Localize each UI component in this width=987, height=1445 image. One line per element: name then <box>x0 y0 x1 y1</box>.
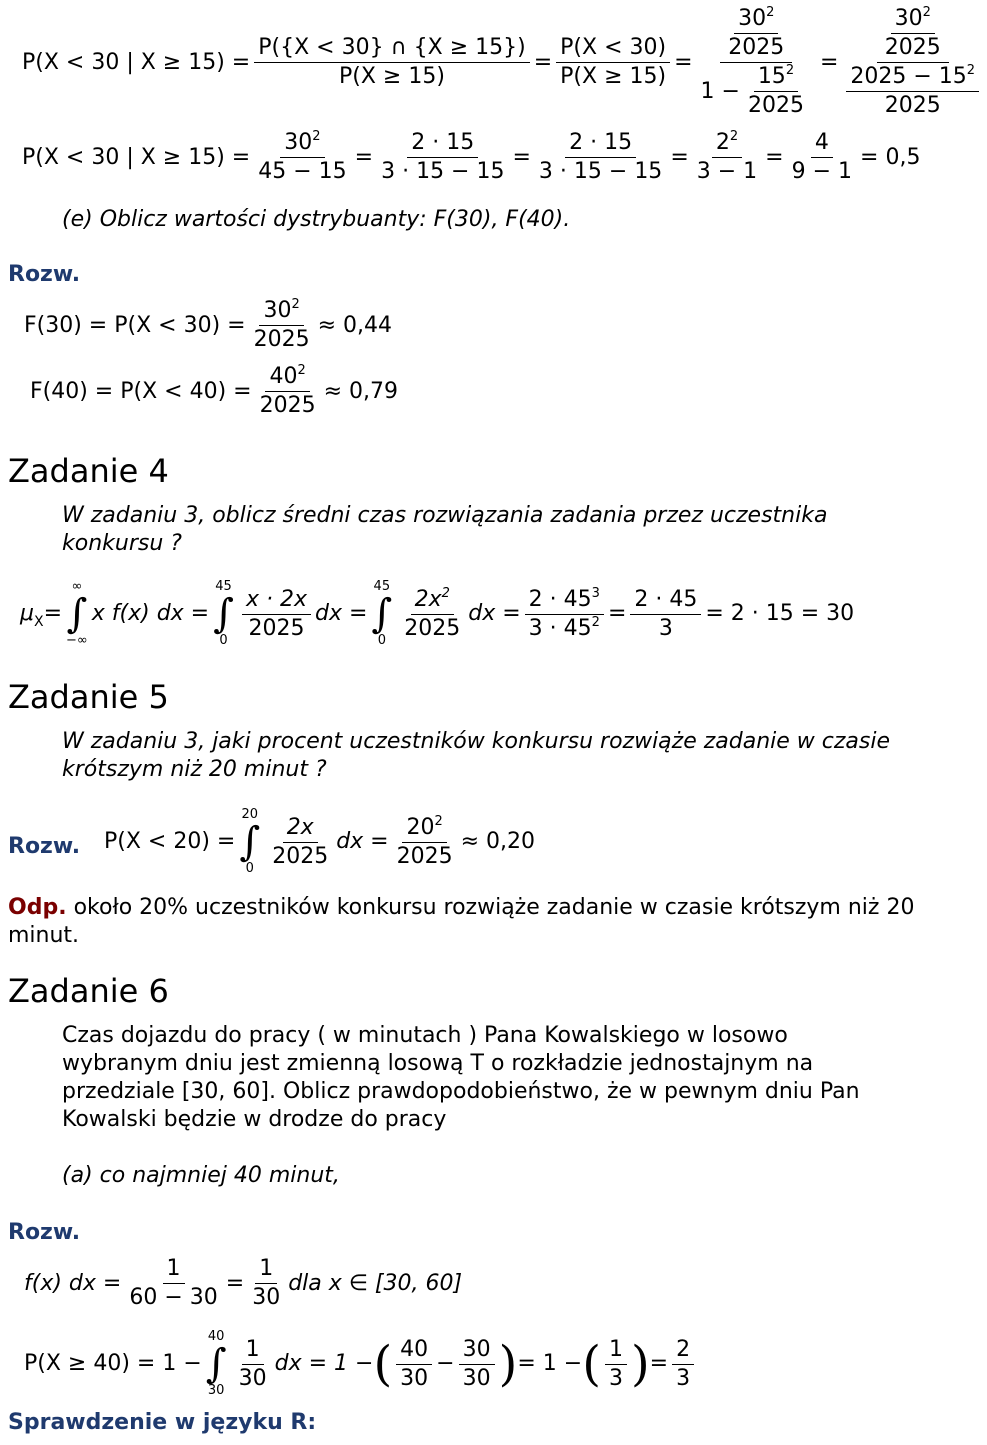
fraction <box>248 1258 284 1309</box>
integral-upper: 45 <box>373 579 391 594</box>
fraction-num: 40 <box>269 364 298 389</box>
fraction-num: 30 <box>459 1339 495 1365</box>
fraction <box>268 814 332 869</box>
eq-lhs: P(X < 30 | X ≥ 15) = <box>22 144 251 170</box>
heading-zadanie-4: Zadanie 4 <box>8 452 169 490</box>
fraction-den: 2025 <box>404 615 461 641</box>
fraction: $\frac{30^2}{2025}$ <box>724 8 788 59</box>
eq-f40 <box>30 363 399 418</box>
answer-z5 <box>8 894 958 950</box>
fraction <box>235 1336 271 1391</box>
integrand: x f(x) dx = <box>91 601 210 626</box>
mu-symbol: $\mu_X$ <box>20 601 44 630</box>
fraction <box>672 1336 694 1391</box>
integral-lower: 30 <box>207 1383 225 1398</box>
minus: − <box>436 1351 455 1376</box>
fraction-den: P(X ≥ 15) <box>560 64 667 89</box>
z6-task-a: (a) co najmniej 40 minut, <box>62 1163 340 1188</box>
fraction: $\frac{2^2}{3 - 1}$ <box>693 132 761 183</box>
differential: dx = <box>468 601 521 626</box>
fraction <box>377 132 508 183</box>
fraction: $\frac{30^2}{45 - 15}$ <box>254 132 350 183</box>
fraction-den: 2025 <box>253 327 310 352</box>
fraction-den: 30 <box>252 1285 281 1310</box>
fraction: $\frac{40^2}{2025}$ <box>256 366 320 417</box>
fraction <box>254 37 529 88</box>
equals: = <box>43 601 63 626</box>
right-paren: ) <box>630 1336 650 1392</box>
fraction-den: 3 <box>608 1365 623 1391</box>
rozw-label: Rozw. <box>8 834 81 859</box>
fraction-num: 2 · 45 <box>630 589 701 615</box>
fraction-num: 20 <box>406 814 435 840</box>
fraction-den <box>842 63 983 117</box>
equals: = <box>819 49 839 75</box>
integral-lower: −∞ <box>66 633 88 648</box>
equals: = <box>765 144 784 170</box>
fraction-num <box>877 5 949 63</box>
fraction-num: 2 <box>672 1339 694 1365</box>
fraction-num: 1 <box>242 1339 264 1365</box>
heading-zadanie-5: Zadanie 5 <box>8 678 169 716</box>
fraction-num: 30 <box>284 130 313 155</box>
fraction <box>459 1336 495 1391</box>
integral-lower: 0 <box>377 633 386 648</box>
fraction-den: 30 <box>238 1365 267 1391</box>
integral-sign: ∞ ∫ −∞ <box>66 579 88 648</box>
fraction-num: 30 <box>894 6 923 31</box>
heading-zadanie-6: Zadanie 6 <box>8 972 169 1010</box>
fraction: $\frac{2025 - 15^2}{2025}$ <box>846 66 979 117</box>
fraction: $\frac{2 \cdot 45^3}{3 \cdot 45^2}$ <box>525 589 604 640</box>
rozw-label: Rozw. <box>8 1220 81 1245</box>
fraction: $\frac{30^2}{2025}$ <box>881 8 945 59</box>
integral-sign: 40 ∫ 30 <box>205 1329 227 1398</box>
fraction <box>125 1258 221 1309</box>
z5-text: W zadaniu 3, jaki procent uczestników konkursu rozwiąże zadanie w czasie krótszym niż 20 minut ? <box>62 729 891 782</box>
eq-approx: ≈ 0,20 <box>460 829 536 854</box>
fraction-num: 2 · 15 <box>407 132 478 158</box>
eq-lhs: f(x) dx = <box>24 1270 122 1296</box>
fraction-den: 30 <box>462 1365 491 1391</box>
fraction-den: 3 · 15 − 15 <box>538 159 663 184</box>
fraction-den: 60 − 30 <box>129 1285 218 1310</box>
fraction-num: 2 <box>715 130 730 155</box>
eq-result: = 0,5 <box>860 144 921 170</box>
equals: = <box>533 49 553 75</box>
integral-upper: ∞ <box>71 579 83 594</box>
integral-upper: 20 <box>241 807 259 822</box>
integral-sign: 45 ∫ 0 <box>213 579 234 648</box>
integral-sign: 20 ∫ 0 <box>239 807 261 876</box>
eq-lhs: P(X < 30 | X ≥ 15) = <box>22 49 251 75</box>
fraction: $\frac{2x^2}{2025}$ <box>400 589 464 640</box>
integral-lower: 0 <box>245 861 254 876</box>
eq-approx: ≈ 0,79 <box>323 378 399 404</box>
integral-upper: 45 <box>215 579 232 594</box>
fraction-num: 2x <box>414 586 442 612</box>
fraction-den: 45 − 15 <box>258 159 347 184</box>
eq-f30 <box>24 297 393 352</box>
equals: = <box>512 144 531 170</box>
fraction-den: 3 <box>676 1365 691 1391</box>
fraction-num: P(X < 30) <box>556 37 670 63</box>
eq-result: = 2 · 15 = 30 <box>705 601 855 626</box>
equals: = <box>354 144 374 170</box>
fraction <box>630 586 701 641</box>
task-e-text: (e) Oblicz wartości dystrybuanty: F(30), F(40). <box>62 207 571 232</box>
fraction <box>605 1336 627 1391</box>
fraction <box>396 1336 432 1391</box>
domain-text: dla x ∈ [30, 60] <box>288 1270 463 1296</box>
r-check-heading: Sprawdzenie w języku R: <box>8 1410 317 1435</box>
fraction-den: 2025 <box>272 843 329 869</box>
z4-text: W zadaniu 3, oblicz średni czas rozwiązania zadania przez uczestnika konkursu ? <box>62 503 828 556</box>
fraction-den: 3 − 1 <box>696 159 758 184</box>
fraction-den: P(X ≥ 15) <box>339 64 445 89</box>
prefix: 1 − <box>700 78 740 104</box>
eq-density <box>24 1258 462 1309</box>
eq-p40 <box>24 1330 698 1398</box>
eq-mean <box>20 580 854 648</box>
fraction-den: 2025 <box>259 393 316 418</box>
equals: = <box>649 1351 669 1376</box>
equals: = <box>607 601 627 626</box>
fraction-den: 2025 <box>747 93 804 118</box>
compound-fraction <box>842 5 983 118</box>
compound-fraction <box>697 5 816 118</box>
equals: = <box>674 49 693 75</box>
equals: = <box>225 1270 245 1296</box>
fraction-num: 15 <box>757 64 786 89</box>
fraction-num: 30 <box>263 298 292 323</box>
fraction-den: 2025 <box>884 93 941 118</box>
fraction-num: 2 · 15 <box>565 132 636 158</box>
fraction-num: 2025 − 15 <box>850 64 967 89</box>
left-paren: ( <box>373 1336 393 1392</box>
eq-mid: = 1 − <box>517 1351 583 1376</box>
eq-p20 <box>104 808 535 876</box>
integral-lower: 0 <box>219 633 228 648</box>
fraction-num: x · 2x <box>242 589 311 615</box>
fraction: $\frac{30^2}{2025}$ <box>250 300 314 351</box>
fraction-den: 2025 <box>728 35 785 60</box>
fraction-num: 1 <box>605 1339 627 1365</box>
fraction <box>242 586 311 641</box>
fraction-den <box>697 63 816 117</box>
integral-upper: 40 <box>207 1329 225 1344</box>
differential: dx = <box>336 829 389 854</box>
fraction-den: 2025 <box>248 615 305 641</box>
fraction-den: 2025 <box>884 35 941 60</box>
fraction: $\frac{15^2}{2025}$ <box>744 66 808 117</box>
z6-text: Czas dojazdu do pracy ( w minutach ) Pana Kowalskiego w losowo wybranym dniu jest zmienną losową T o rozkładzie jednostajnym na przedziale [30, 60]. Oblicz prawdopodobieństwo, że w pewnym dniu Pan Kowalski będzie w drodze do pracy <box>62 1023 860 1132</box>
fraction-num: 2x <box>283 817 318 843</box>
eq-approx: ≈ 0,44 <box>317 312 393 338</box>
fraction-den: 3 · 45 <box>528 615 592 641</box>
odp-text: około 20% uczestników konkursu rozwiąże zadanie w czasie krótszym niż 20 minut. <box>8 895 915 948</box>
fraction-den: 3 <box>658 615 673 641</box>
fraction-num: 30 <box>738 6 767 31</box>
fraction-num <box>720 5 792 63</box>
fraction-num: P({X < 30} ∩ {X ≥ 15}) <box>254 37 529 63</box>
fraction-num: 40 <box>396 1339 432 1365</box>
fraction-num: 2 · 45 <box>528 586 592 612</box>
eq-conditional-1 <box>22 5 987 118</box>
differential: dx = 1 − <box>274 1351 374 1376</box>
fraction-den: 2025 <box>396 843 453 869</box>
fraction-den: 3 · 15 − 15 <box>381 159 505 184</box>
equals: = <box>670 144 689 170</box>
eq-conditional-2 <box>22 129 921 184</box>
fraction-num: 4 <box>811 132 833 158</box>
eq-lhs: F(40) = P(X < 40) = <box>30 378 252 404</box>
right-paren: ) <box>498 1336 518 1392</box>
fraction-num: 1 <box>255 1258 277 1284</box>
fraction-den: 9 − 1 <box>791 159 853 184</box>
fraction <box>556 37 670 88</box>
eq-lhs: P(X < 20) = <box>104 829 236 854</box>
fraction: $\frac{20^2}{2025}$ <box>393 817 457 868</box>
fraction <box>535 132 666 183</box>
fraction-den: 30 <box>400 1365 429 1391</box>
integral-sign: 45 ∫ 0 <box>371 579 393 648</box>
odp-label: Odp. <box>8 895 67 920</box>
differential: dx = <box>314 601 368 626</box>
rozw-label: Rozw. <box>8 262 81 287</box>
fraction-num: 1 <box>163 1258 185 1284</box>
left-paren: ( <box>582 1336 601 1392</box>
fraction <box>788 132 856 183</box>
eq-lhs: F(30) = P(X < 30) = <box>24 312 246 338</box>
eq-lhs: P(X ≥ 40) = 1 − <box>24 1351 202 1376</box>
